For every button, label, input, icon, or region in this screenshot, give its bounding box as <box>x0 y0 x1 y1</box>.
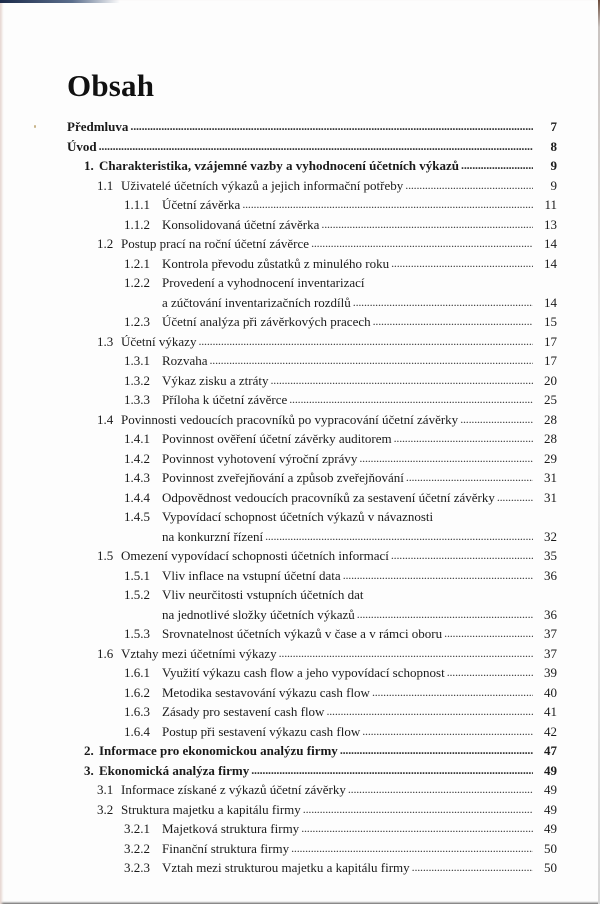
toc-entry-page-number: 17 <box>544 353 557 368</box>
toc-entry-page-number: 11 <box>544 197 557 212</box>
toc-entry-line <box>162 819 557 839</box>
toc-entry-number: 1.2 <box>97 236 114 251</box>
dot-leader <box>279 644 533 664</box>
toc-entry-page-number: 50 <box>544 840 557 856</box>
dot-leader <box>357 605 533 625</box>
toc-entry-number: 1.4.5 <box>124 509 150 524</box>
dot-leader <box>301 819 533 839</box>
toc-entry-number: 1.6.4 <box>124 723 150 739</box>
toc-entry-number: 3.2.1 <box>124 821 150 836</box>
toc-entry[interactable] <box>0 858 600 878</box>
toc-entry-page-number: 28 <box>544 431 557 446</box>
dot-leader <box>251 761 533 781</box>
toc-entry[interactable] <box>0 761 600 781</box>
toc-entry[interactable] <box>0 195 600 215</box>
toc-entry-line <box>162 566 557 586</box>
toc-entry[interactable] <box>0 312 600 332</box>
toc-entry-number: 1.3.2 <box>124 372 150 388</box>
toc-entry[interactable] <box>0 156 600 176</box>
toc-entry-title: Provedení a vyhodnocení inventarizací <box>162 275 365 290</box>
dot-leader <box>391 546 533 566</box>
dot-leader <box>359 449 533 469</box>
table-of-contents <box>0 117 600 878</box>
toc-entry-line <box>162 429 557 449</box>
toc-entry-title: Povinnosti vedoucích pracovníků po vypracování účetní závěrky <box>121 411 459 427</box>
toc-entry-page-number: 14 <box>544 294 557 310</box>
toc-entry-page-number: 29 <box>544 450 557 466</box>
dot-leader <box>311 234 533 254</box>
dot-leader <box>270 371 533 391</box>
toc-entry-title: Povinnost zveřejňování a způsob zveřejňování <box>162 470 404 485</box>
toc-entry-number: 3. <box>84 762 94 778</box>
toc-entry-line <box>162 702 557 722</box>
toc-entry[interactable] <box>0 722 600 742</box>
toc-entry-number: 1.4.1 <box>124 431 150 446</box>
dot-leader <box>412 858 533 878</box>
toc-entry-number: 1.6.1 <box>124 665 150 680</box>
toc-entry-page-number: 35 <box>544 548 557 563</box>
toc-entry[interactable] <box>0 644 600 664</box>
toc-entry-line <box>121 800 557 820</box>
toc-entry-title-continued: na jednotlivé složky účetních výkazů <box>162 606 355 622</box>
dot-leader <box>353 293 533 313</box>
toc-entry-title: Finanční struktura firmy <box>162 840 290 856</box>
toc-entry-line <box>162 254 557 274</box>
dot-leader <box>343 566 533 586</box>
toc-entry-line <box>67 117 557 137</box>
toc-entry-title: Účetní analýza při závěrkových pracech <box>162 314 371 329</box>
page-title: Obsah <box>67 68 155 103</box>
toc-entry[interactable] <box>0 546 600 566</box>
toc-entry-title: Vypovídací schopnost účetních výkazů v návaznosti <box>162 509 434 524</box>
toc-entry-title: Vztahy mezi účetními výkazy <box>121 645 277 661</box>
dot-leader <box>461 156 533 176</box>
toc-entry-line <box>121 332 557 352</box>
toc-entry-page-number: 36 <box>544 567 557 583</box>
toc-entry-title: Povinnost vyhotovení výroční zprávy <box>162 450 358 466</box>
toc-entry-title: Vztah mezi strukturou majetku a kapitálu firmy <box>162 860 410 875</box>
dot-leader <box>209 351 533 371</box>
toc-entry-line <box>99 761 557 781</box>
toc-entry-number: 1.1 <box>97 177 114 193</box>
toc-entry[interactable] <box>0 702 600 722</box>
toc-entry[interactable] <box>0 449 600 469</box>
dot-leader <box>198 332 533 352</box>
toc-entry-title: Metodika sestavování výkazu cash flow <box>162 684 370 700</box>
toc-entry-number: 1.6.2 <box>124 684 150 700</box>
toc-entry[interactable] <box>0 468 600 488</box>
toc-entry-line <box>162 507 557 546</box>
toc-entry[interactable] <box>0 780 600 800</box>
toc-entry-title: Uživatelé účetních výkazů a jejich informační potřeby <box>121 177 404 193</box>
toc-entry-page-number: 40 <box>544 684 557 700</box>
toc-entry-page-number: 49 <box>544 801 557 817</box>
toc-entry-number: 1.1.2 <box>124 216 150 232</box>
dot-leader <box>373 312 533 332</box>
scan-edge-top <box>0 0 120 3</box>
toc-entry-page-number: 37 <box>544 626 557 641</box>
toc-entry-number: 3.2.3 <box>124 860 150 875</box>
toc-entry[interactable] <box>0 176 600 196</box>
toc-entry-page-number: 9 <box>550 158 557 173</box>
toc-entry-number: 1.4 <box>97 411 114 427</box>
toc-entry-page-number: 13 <box>544 216 557 232</box>
toc-entry[interactable] <box>0 741 600 761</box>
toc-entry-title: Postup při sestavení výkazu cash flow <box>162 723 361 739</box>
toc-entry-number: 3.2.2 <box>124 840 150 856</box>
toc-entry-page-number: 36 <box>544 606 557 622</box>
dot-leader <box>340 741 533 761</box>
toc-entry-number: 1.5.2 <box>124 587 150 602</box>
toc-entry[interactable] <box>0 624 600 644</box>
toc-entry-line <box>162 273 557 312</box>
toc-entry-number: 1.4.2 <box>124 450 150 466</box>
dot-leader <box>406 468 533 488</box>
dot-leader <box>447 663 533 683</box>
toc-entry-title: Příloha k účetní závěrce <box>162 392 288 407</box>
toc-entry-title: Konsolidovaná účetní závěrka <box>162 216 320 232</box>
toc-entry-line <box>67 137 557 157</box>
toc-entry[interactable] <box>0 254 600 274</box>
toc-entry-title: Využití výkazu cash flow a jeho vypovídací schopnost <box>162 665 445 680</box>
toc-entry-number: 1.4.4 <box>124 489 150 505</box>
dot-leader <box>326 702 533 722</box>
toc-entry-line <box>162 312 557 332</box>
toc-entry-page-number: 25 <box>544 392 557 407</box>
toc-entry-title: Charakteristika, vzájemné vazby a vyhodnocení účetních výkazů <box>99 158 460 173</box>
toc-entry-number: 1.3.1 <box>124 353 150 368</box>
toc-entry-number: 1.5.1 <box>124 567 150 583</box>
toc-entry-page-number: 8 <box>550 138 557 154</box>
toc-entry[interactable] <box>0 683 600 703</box>
toc-entry-page-number: 37 <box>544 645 557 661</box>
toc-entry-number: 1.1.1 <box>124 197 150 212</box>
toc-entry-line <box>162 390 557 410</box>
toc-entry[interactable] <box>0 663 600 683</box>
toc-entry-number: 1.5.3 <box>124 626 150 641</box>
dot-leader <box>242 195 533 215</box>
toc-entry-number: 3.2 <box>97 801 114 817</box>
toc-entry[interactable] <box>0 585 600 624</box>
toc-entry-number: 1.6 <box>97 645 114 661</box>
toc-entry-number: 1.5 <box>97 548 114 563</box>
toc-entry-line <box>162 371 557 391</box>
toc-entry-title: Vliv inflace na vstupní účetní data <box>162 567 341 583</box>
toc-entry-page-number: 31 <box>544 470 557 485</box>
toc-entry-line <box>162 449 557 469</box>
toc-entry-page-number: 28 <box>544 411 557 427</box>
toc-entry-title-continued: a zúčtování inventarizačních rozdílů <box>162 294 351 310</box>
toc-entry-line <box>162 215 557 235</box>
toc-entry-title: Úvod <box>67 138 97 154</box>
toc-entry-title: Povinnost ověření účetní závěrky auditorem <box>162 431 392 446</box>
toc-entry-title: Zásady pro sestavení cash flow <box>162 704 325 719</box>
dot-leader <box>460 410 533 430</box>
toc-entry[interactable] <box>0 839 600 859</box>
toc-entry-line <box>162 468 557 488</box>
toc-entry[interactable] <box>0 234 600 254</box>
toc-entry-page-number: 7 <box>550 119 557 134</box>
toc-entry[interactable] <box>0 332 600 352</box>
toc-entry-line <box>162 839 557 859</box>
toc-entry[interactable] <box>0 488 600 508</box>
toc-entry[interactable] <box>0 819 600 839</box>
toc-entry-title: Předmluva <box>67 119 129 134</box>
toc-entry[interactable] <box>0 351 600 371</box>
toc-entry-title: Odpovědnost vedoucích pracovníků za sestavení účetní závěrky <box>162 489 495 505</box>
dot-leader <box>303 800 533 820</box>
toc-entry-number: 1. <box>84 158 94 173</box>
toc-entry-line <box>99 741 557 761</box>
toc-entry-page-number: 49 <box>544 821 557 836</box>
toc-entry-page-number: 49 <box>544 762 557 778</box>
toc-entry-line <box>162 858 557 878</box>
toc-entry-title-continued: na konkurzní řízení <box>162 528 264 544</box>
toc-entry-line <box>162 195 557 215</box>
toc-entry-line <box>162 663 557 683</box>
toc-entry-title: Omezení vypovídací schopnosti účetních informací <box>121 548 389 563</box>
dot-leader <box>362 722 533 742</box>
toc-entry-number: 2. <box>84 743 94 758</box>
toc-entry-page-number: 31 <box>544 489 557 505</box>
toc-entry-number: 1.2.2 <box>124 275 150 290</box>
toc-entry[interactable] <box>0 566 600 586</box>
dot-leader <box>394 429 533 449</box>
toc-entry-page-number: 9 <box>550 177 557 193</box>
dot-leader <box>348 780 533 800</box>
toc-entry-line <box>162 722 557 742</box>
dot-leader <box>444 624 533 644</box>
toc-entry-number: 1.3.3 <box>124 392 150 407</box>
toc-entry-line <box>121 410 557 430</box>
toc-entry-line <box>121 176 557 196</box>
toc-entry-number: 1.2.1 <box>124 255 150 271</box>
toc-entry-title: Informace pro ekonomickou analýzu firmy <box>99 743 338 758</box>
toc-entry-title: Kontrola převodu zůstatků z minulého roku <box>162 255 390 271</box>
toc-entry-line <box>162 585 557 624</box>
dot-leader <box>405 176 533 196</box>
toc-entry-page-number: 14 <box>544 255 557 271</box>
toc-entry[interactable] <box>0 507 600 546</box>
toc-entry-line <box>162 351 557 371</box>
dot-leader <box>130 117 533 137</box>
dot-leader <box>391 254 533 274</box>
toc-entry[interactable] <box>0 215 600 235</box>
toc-entry-line <box>121 546 557 566</box>
toc-entry-line <box>162 488 557 508</box>
toc-entry-title: Rozvaha <box>162 353 208 368</box>
toc-entry[interactable] <box>0 410 600 430</box>
dot-leader <box>99 137 533 157</box>
toc-entry-title: Účetní výkazy <box>121 333 197 349</box>
toc-entry-line <box>121 780 557 800</box>
dot-leader <box>289 390 533 410</box>
toc-entry[interactable] <box>0 371 600 391</box>
toc-entry-line <box>162 624 557 644</box>
toc-entry-page-number: 32 <box>544 528 557 544</box>
toc-entry-title: Výkaz zisku a ztráty <box>162 372 269 388</box>
toc-entry-number: 1.3 <box>97 333 114 349</box>
toc-entry-page-number: 42 <box>544 723 557 739</box>
dot-leader <box>291 839 533 859</box>
toc-entry-title: Postup prací na roční účetní závěrce <box>121 236 310 251</box>
dot-leader <box>265 527 533 547</box>
toc-entry-line <box>121 644 557 664</box>
toc-entry-title: Vliv neurčitosti vstupních účetních dat <box>162 587 364 602</box>
toc-entry-page-number: 49 <box>544 782 557 797</box>
toc-entry-number: 1.6.3 <box>124 704 150 719</box>
dot-leader <box>372 683 533 703</box>
toc-entry-page-number: 41 <box>544 704 557 719</box>
toc-entry-page-number: 39 <box>544 665 557 680</box>
toc-entry[interactable] <box>0 390 600 410</box>
toc-entry-line <box>121 234 557 254</box>
toc-entry-title: Informace získané z výkazů účetní závěrky <box>121 782 346 797</box>
dot-leader <box>321 215 533 235</box>
toc-entry-page-number: 20 <box>544 372 557 388</box>
toc-entry[interactable] <box>0 137 600 157</box>
toc-entry-line <box>162 683 557 703</box>
toc-entry-page-number: 14 <box>544 236 557 251</box>
toc-entry[interactable] <box>0 117 600 137</box>
toc-entry-number: 3.1 <box>97 782 114 797</box>
toc-entry[interactable] <box>0 429 600 449</box>
toc-entry-page-number: 50 <box>544 860 557 875</box>
toc-entry-title: Ekonomická analýza firmy <box>99 762 250 778</box>
toc-entry-number: 1.2.3 <box>124 314 150 329</box>
toc-entry-number: 1.4.3 <box>124 470 150 485</box>
dot-leader <box>497 488 533 508</box>
toc-entry[interactable] <box>0 800 600 820</box>
toc-entry[interactable] <box>0 273 600 312</box>
toc-entry-title: Majetková struktura firmy <box>162 821 300 836</box>
toc-entry-line <box>99 156 557 176</box>
toc-entry-title: Srovnatelnost účetních výkazů v čase a v rámci oboru <box>162 626 443 641</box>
toc-entry-page-number: 15 <box>544 314 557 329</box>
toc-entry-page-number: 47 <box>544 743 557 758</box>
toc-entry-title: Účetní závěrka <box>162 197 241 212</box>
toc-entry-page-number: 17 <box>544 333 557 349</box>
toc-entry-title: Struktura majetku a kapitálu firmy <box>121 801 301 817</box>
